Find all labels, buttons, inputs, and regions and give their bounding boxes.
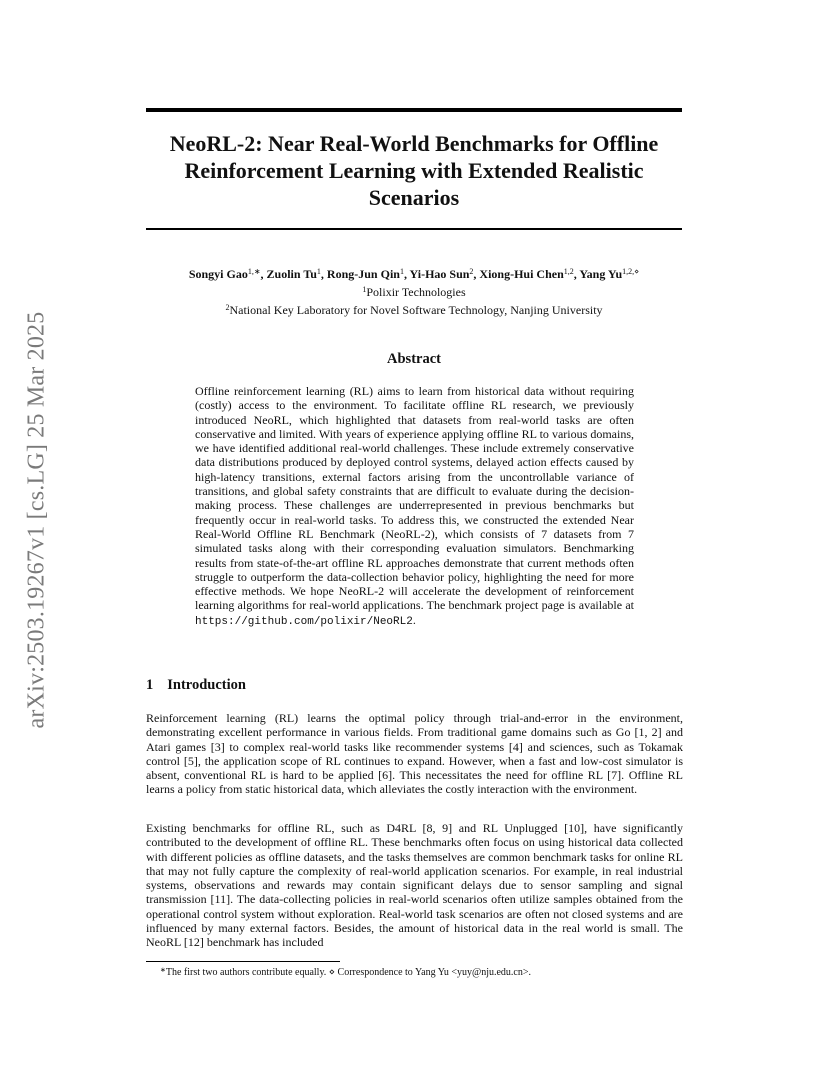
arxiv-identifier — [22, 280, 52, 760]
intro-paragraph-1: Reinforcement learning (RL) learns the optimal policy through trial-and-error in the environment, demonstrating excellent performance in various fields. From traditional game domains such as Go [1, 2] and Atari games [3] to complex real-world tasks like recommender systems [4] and sciences, such as Tokamak control [5], the application scope of RL continues to expand. However, when a fast and low-cost simulator is absent, conventional RL is hard to be applied [6]. This necessitates the need for offline RL [7]. Offline RL learns a policy from static historical data, which alleviates the costly interaction with the environment. — [146, 711, 683, 797]
section-number: 1 — [146, 677, 154, 693]
author-affiliation-mark: 1 — [399, 267, 404, 276]
author-list: Songyi Gao$^{1,∗}$, Zuolin Tu$^1$, Rong-Jun Qin$^1$, Yi-Hao Sun$^2$, Xiong-Hui Chen$^{1,2}$, Yang $Yu^{1,2,⋄}$ — [188, 267, 640, 281]
intro-paragraph-2: Existing benchmarks for offline RL, such as D4RL [8, 9] and RL Unplugged [10], have significantly contributed to the development of offline RL. These benchmarks often focus on using historical data collected with different policies as offline datasets, and the tasks themselves are common benchmark tasks for online RL that may not fully capture the complexity of real-world application scenarios. For example, in real industrial systems, observations and rewards may contain significant delays due to sensor sampling and signal transmission [11]. The data-collecting policies in real-world scenarios often utilize samples obtained from the operational control system without exploration. Real-world task scenarios are often not closed systems and are influenced by many external factors. Besides, the amount of historical data in the real world is small. The NeoRL [12] benchmark has included — [146, 821, 683, 950]
author-block — [100, 264, 728, 318]
abstract-body: Offline reinforcement learning (RL) aims to learn from historical data without requiring (costly) access to the environment. To facilitate offline RL research, we previously introduced NeoRL, which highlighted that datasets from real-world tasks are often conservative and limited. With years of experience applying offline RL to various domains, we have identified additional real-world challenges. These include extremely conservative data distributions produced by deployed control systems, delayed action effects caused by high-latency transitions, external factors arising from the uncontrollable variance of transitions, and global safety constraints that are difficult to evaluate during the decision-making process. These challenges are underrepresented in previous benchmarks but frequently occur in real-world tasks. To address this, we constructed the extended Near Real-World Offline RL Benchmark (NeoRL-2), which consists of 7 datasets from 7 simulated tasks along with their corresponding evaluation simulators. Benchmarking results from state-of-the-art offline RL approaches demonstrate that current methods often struggle to outperform the data-collection behavior policy, highlighting the need for more effective methods. We hope NeoRL-2 will accelerate the development of reinforcement learning algorithms for real-world applications. The benchmark project page is available at https://github.com/polixir/NeoRL2. — [195, 384, 634, 628]
section-title: Introduction — [167, 677, 246, 693]
title-top-rule — [146, 108, 682, 112]
author-affiliation-mark: 1,2,⋄ — [622, 267, 640, 276]
author-affiliation-mark: 1,∗ — [247, 267, 261, 276]
title-line-1: NeoRL-2: Near Real-World Benchmarks for Offline — [169, 131, 659, 156]
author-name: Rong-Jun Qin — [326, 267, 400, 281]
abstract-heading: Abstract — [387, 351, 441, 367]
footnote-mark: ∗ — [160, 966, 166, 974]
author-affiliation-mark: 2 — [469, 267, 474, 276]
footnote-text: The first two authors contribute equally. ⋄ Correspondence to Yang Yu <yuy@nju.edu.cn>. — [165, 967, 531, 978]
author-name: Xiong-Hui Chen — [479, 267, 564, 281]
paper-title — [146, 130, 682, 211]
author-name: Songyi Gao — [188, 267, 248, 281]
footnote-rule — [146, 961, 340, 962]
author-name: Zuolin Tu — [266, 267, 317, 281]
author-name: Yi-Hao Sun — [409, 267, 470, 281]
author-affiliation-mark: 1,2 — [563, 267, 574, 276]
affiliation-2: $^2$National Key Laboratory for Novel Software Technology, Nanjing University — [225, 303, 603, 317]
author-name: Yang Yu — [579, 267, 623, 281]
title-line-3: Scenarios — [368, 185, 460, 210]
affiliation-1: $^1$Polixir Technologies — [362, 285, 466, 299]
project-url-link[interactable]: https://github.com/polixir/NeoRL2 — [195, 615, 413, 628]
section-heading-introduction — [146, 677, 246, 694]
title-line-2: Reinforcement Learning with Extended Realistic — [184, 158, 644, 183]
author-affiliation-mark: 1 — [316, 267, 321, 276]
title-bottom-rule — [146, 228, 682, 230]
arxiv-identifier-text: arXiv:2503.19267v1 [cs.LG] 25 Mar 2025 — [23, 311, 50, 729]
footnote — [160, 964, 531, 979]
